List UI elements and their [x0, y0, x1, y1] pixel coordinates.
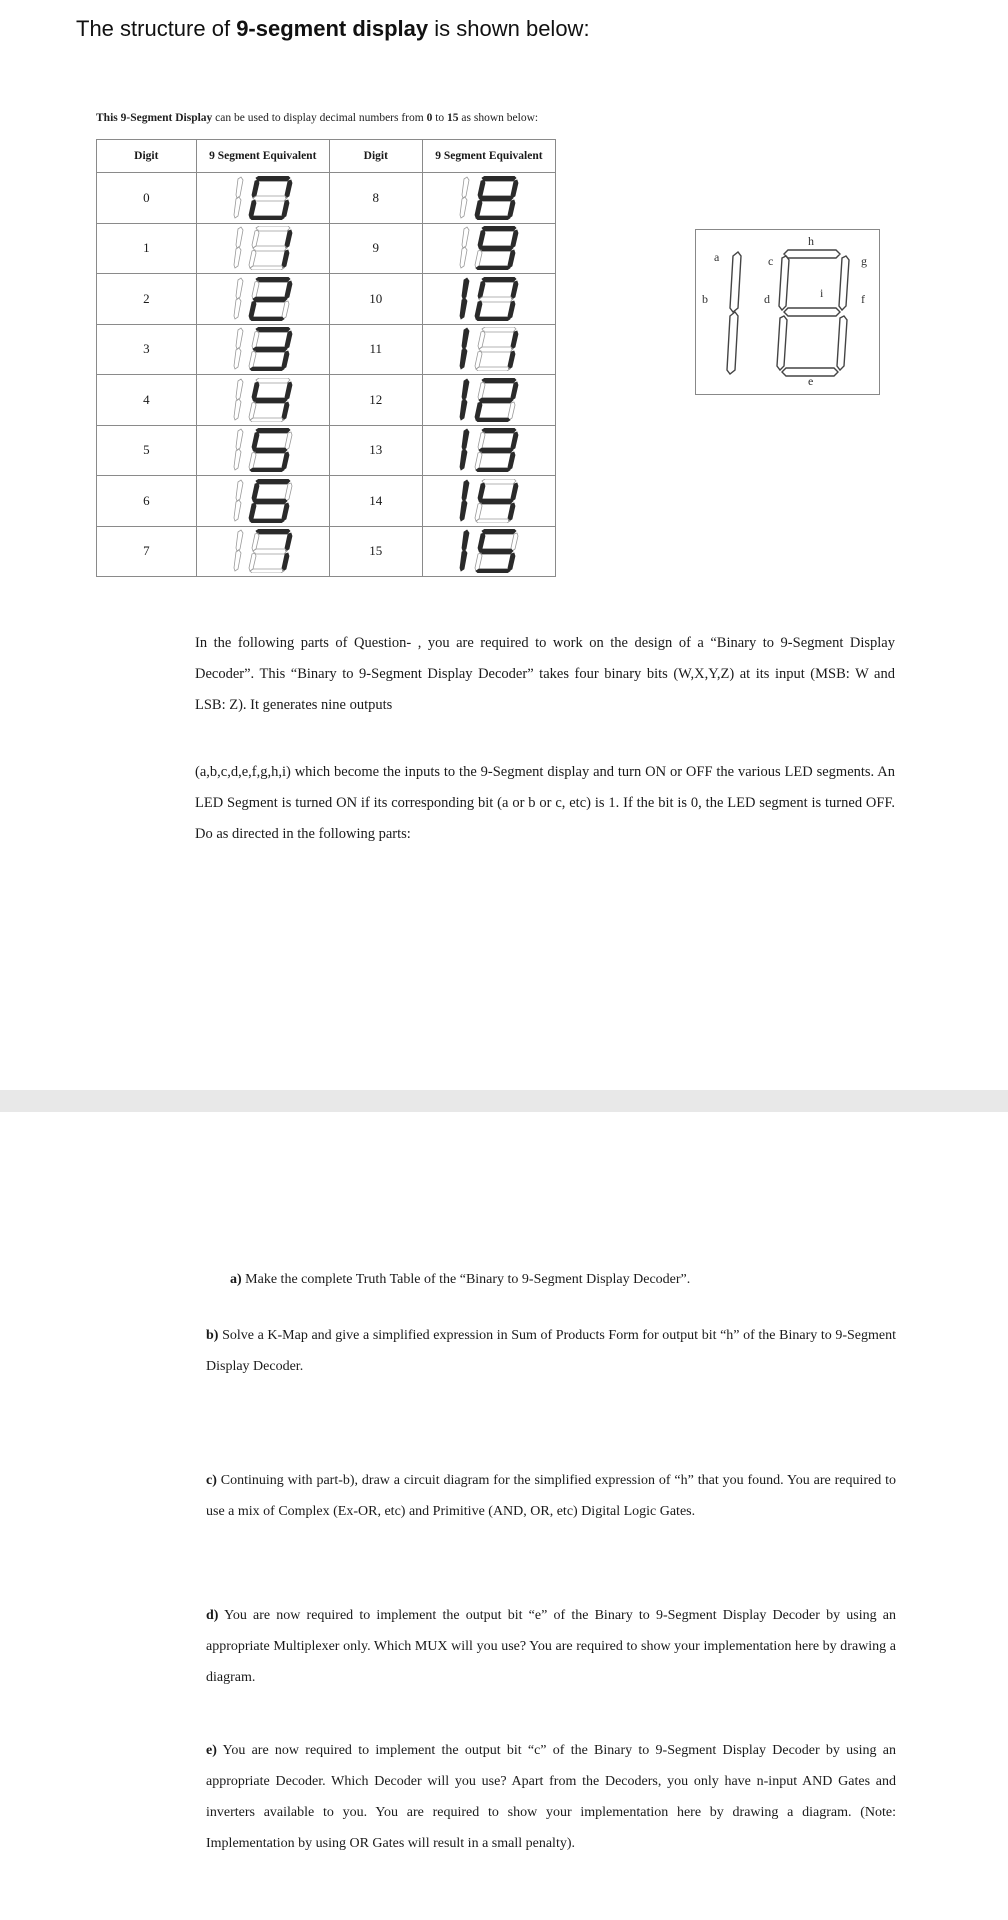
segment-h	[256, 277, 290, 282]
segment-g	[285, 382, 292, 400]
segment-c	[252, 331, 259, 349]
segment-d	[475, 250, 482, 268]
segment-d	[475, 351, 482, 369]
segment-a	[236, 227, 243, 248]
segment-h	[482, 226, 516, 231]
segment-cell	[422, 375, 555, 426]
segment-e	[250, 216, 284, 220]
segment-h	[256, 378, 290, 383]
segment-f	[282, 200, 289, 218]
segment-cell	[196, 223, 329, 274]
header-segment-right: 9 Segment Equivalent	[422, 140, 555, 173]
segment-i	[479, 448, 513, 453]
table-row	[97, 375, 556, 426]
segment-digit-figure	[228, 529, 298, 573]
segment-i	[479, 297, 513, 302]
segment-f	[508, 250, 515, 268]
segment-c	[478, 533, 485, 551]
segment-h	[482, 428, 516, 433]
segment-h	[256, 327, 290, 332]
digit-cell: 7	[97, 526, 197, 577]
segment-d	[249, 200, 256, 218]
segment-g	[511, 382, 518, 400]
segment-b	[234, 399, 241, 420]
segment-g	[511, 281, 518, 299]
header-segment-left: 9 Segment Equivalent	[196, 140, 329, 173]
segment-e	[476, 266, 510, 270]
segment-e	[476, 418, 510, 422]
segment-g	[511, 432, 518, 450]
label-d: d	[764, 292, 770, 306]
segment-digit-figure	[454, 529, 524, 573]
segment-c	[478, 432, 485, 450]
label-a: a	[714, 250, 720, 264]
segment-d	[475, 553, 482, 571]
question-c: c) Continuing with part-b), draw a circuit diagram for the simplified expression of “h” that you found. You are required to use a mix of Complex (Ex-OR, etc) and Primitive (AND, OR, etc) Digital Logic Gates.	[206, 1473, 897, 1519]
segment-d	[249, 402, 256, 420]
segment-d	[249, 503, 256, 521]
segment-b	[460, 348, 467, 369]
segment-digit-figure	[454, 479, 524, 523]
segment-b	[234, 298, 241, 319]
segment-c	[478, 382, 485, 400]
segment-c	[478, 331, 485, 349]
table-row	[97, 274, 556, 325]
segment-e	[250, 468, 284, 472]
digit-cell: 6	[97, 476, 197, 527]
segment-digit-figure	[228, 378, 298, 422]
table-row	[97, 425, 556, 476]
segment-i	[479, 196, 513, 201]
segment-digit-figure	[454, 176, 524, 220]
segment-f	[282, 402, 289, 420]
segment-b	[460, 197, 467, 218]
segment-cell	[196, 274, 329, 325]
segment-f	[282, 351, 289, 369]
label-f: f	[861, 292, 865, 306]
segment-i	[253, 499, 287, 504]
segment-digit-figure	[454, 226, 524, 270]
segment-g	[511, 180, 518, 198]
segment-b	[234, 247, 241, 268]
segment-cell	[422, 274, 555, 325]
table-row	[97, 526, 556, 577]
label-c: c	[768, 254, 774, 268]
digit-cell: 13	[329, 425, 422, 476]
segment-b	[234, 500, 241, 521]
segment-e	[476, 519, 510, 523]
segment-cell	[422, 476, 555, 527]
segment-c	[252, 382, 259, 400]
segment-b	[460, 449, 467, 470]
segment-digit-figure	[228, 226, 298, 270]
segment-i	[479, 347, 513, 352]
segment-f	[508, 553, 515, 571]
segment-cell	[422, 526, 555, 577]
digit-cell: 3	[97, 324, 197, 375]
label-b: b	[702, 292, 708, 306]
segment-e	[476, 367, 510, 371]
segment-f	[282, 503, 289, 521]
table-row	[97, 173, 556, 224]
segment-i	[479, 549, 513, 554]
segment-d	[249, 301, 256, 319]
digit-cell: 10	[329, 274, 422, 325]
segment-a	[236, 429, 243, 450]
segment-cell	[422, 324, 555, 375]
segment-c	[252, 483, 259, 501]
header-digit-right: Digit	[329, 140, 422, 173]
segment-d	[475, 402, 482, 420]
segment-c	[478, 230, 485, 248]
segment-b	[234, 348, 241, 369]
digit-cell: 5	[97, 425, 197, 476]
question-b: b) Solve a K-Map and give a simplified expression in Sum of Products Form for output bit “h” of the Binary to 9-Segment Display Decoder.	[206, 1328, 897, 1374]
digit-cell: 4	[97, 375, 197, 426]
segment-e	[476, 317, 510, 321]
table-row	[97, 223, 556, 274]
segment-f	[508, 452, 515, 470]
segment-a	[462, 379, 469, 400]
segment-g	[511, 483, 518, 501]
segment-g	[285, 180, 292, 198]
segment-c	[478, 180, 485, 198]
segment-digit-figure	[454, 277, 524, 321]
segment-h	[256, 479, 290, 484]
segment-d	[249, 351, 256, 369]
segment-a	[462, 328, 469, 349]
segment-a	[236, 379, 243, 400]
segment-e	[476, 468, 510, 472]
header-digit-left: Digit	[97, 140, 197, 173]
segment-b	[234, 197, 241, 218]
segment-a	[236, 278, 243, 299]
segment-g	[285, 432, 292, 450]
digit-cell: 0	[97, 173, 197, 224]
segment-h	[482, 176, 516, 181]
segment-e	[250, 317, 284, 321]
segment-cell	[196, 324, 329, 375]
segment-a	[462, 227, 469, 248]
segment-digit-figure	[454, 327, 524, 371]
segment-c	[252, 180, 259, 198]
segment-e	[250, 367, 284, 371]
segment-label-diagram	[695, 229, 880, 395]
segment-h	[482, 277, 516, 282]
segment-a	[236, 177, 243, 198]
segment-i	[479, 246, 513, 251]
segment-g	[285, 230, 292, 248]
segment-g	[285, 331, 292, 349]
segment-cell	[196, 476, 329, 527]
segment-c	[252, 281, 259, 299]
segment-h	[482, 327, 516, 332]
segment-a	[462, 429, 469, 450]
question-intro-paragraph-2: (a,b,c,d,e,f,g,h,i) which become the inputs to the 9-Segment display and turn ON or OFF the various LED segments. An LED Segment is turned ON if its corresponding bit (a or b or c, etc) is 1. If the bit is 0, the LED segment is turned OFF. Do as directed in the following parts:	[195, 764, 895, 842]
segment-i	[253, 398, 287, 403]
segment-a	[462, 530, 469, 551]
segment-f	[508, 351, 515, 369]
digit-cell: 14	[329, 476, 422, 527]
digit-cell: 8	[329, 173, 422, 224]
question-e: e) You are now required to implement the output bit “c” of the Binary to 9-Segment Display Decoder by using an appropriate Decoder. Which Decoder will you use? Apart from the Decoders, you only have n-input AND Gates and inverters available to you. You are required to show your implementation here by drawing a diagram. (Note: Implementation by using OR Gates will result in a small penalty).	[206, 1743, 896, 1851]
question-a: a) Make the complete Truth Table of the “Binary to 9-Segment Display Decoder”.	[230, 1272, 691, 1287]
segment-i	[253, 196, 287, 201]
segment-c	[252, 533, 259, 551]
segment-d	[475, 301, 482, 319]
segment-f	[508, 200, 515, 218]
segment-i	[253, 347, 287, 352]
segment-cell	[196, 425, 329, 476]
table-row	[97, 324, 556, 375]
segment-cell	[196, 173, 329, 224]
digit-cell: 9	[329, 223, 422, 274]
segment-table	[96, 139, 556, 577]
segment-i	[479, 499, 513, 504]
label-g: g	[861, 254, 867, 268]
segment-i	[253, 549, 287, 554]
digit-cell: 12	[329, 375, 422, 426]
table-intro: This 9-Segment Display can be used to display decimal numbers from 0 to 15 as shown below:	[96, 112, 539, 124]
segment-cell	[422, 173, 555, 224]
segment-e	[476, 569, 510, 573]
segment-f	[508, 503, 515, 521]
segment-g	[511, 331, 518, 349]
segment-cell	[196, 526, 329, 577]
digit-cell: 11	[329, 324, 422, 375]
segment-h	[482, 529, 516, 534]
segment-a	[462, 480, 469, 501]
segment-a	[236, 328, 243, 349]
segment-f	[282, 553, 289, 571]
segment-f	[282, 250, 289, 268]
segment-digit-figure	[228, 277, 298, 321]
digit-cell: 15	[329, 526, 422, 577]
segment-a	[462, 177, 469, 198]
segment-d	[475, 200, 482, 218]
segment-g	[285, 281, 292, 299]
digit-cell: 2	[97, 274, 197, 325]
segment-a	[236, 480, 243, 501]
segment-digit-figure	[228, 176, 298, 220]
segment-h	[256, 176, 290, 181]
segment-e	[250, 519, 284, 523]
question-d: d) You are now required to implement the output bit “e” of the Binary to 9-Segment Display Decoder by using an appropriate Multiplexer only. Which MUX will you use? You are required to show your implementation here by drawing a diagram.	[206, 1608, 896, 1685]
segment-f	[282, 301, 289, 319]
segment-b	[460, 550, 467, 571]
table-row	[97, 476, 556, 527]
segment-a	[236, 530, 243, 551]
segment-f	[508, 301, 515, 319]
segment-d	[249, 250, 256, 268]
segment-e	[476, 216, 510, 220]
segment-h	[256, 529, 290, 534]
segment-digit-figure	[228, 479, 298, 523]
segment-c	[252, 432, 259, 450]
segment-d	[249, 452, 256, 470]
label-e: e	[808, 374, 814, 388]
segment-d	[475, 452, 482, 470]
segment-d	[249, 553, 256, 571]
label-h: h	[808, 234, 814, 248]
segment-outline-figure	[696, 230, 879, 394]
segment-g	[511, 533, 518, 551]
segment-digit-figure	[228, 327, 298, 371]
segment-h	[256, 226, 290, 231]
segment-f	[282, 452, 289, 470]
segment-b	[460, 247, 467, 268]
segment-c	[478, 483, 485, 501]
segment-h	[256, 428, 290, 433]
segment-c	[252, 230, 259, 248]
segment-digit-figure	[228, 428, 298, 472]
segment-c	[478, 281, 485, 299]
segment-e	[250, 569, 284, 573]
page-divider	[0, 1090, 1008, 1112]
segment-f	[508, 402, 515, 420]
segment-b	[234, 449, 241, 470]
segment-a	[462, 278, 469, 299]
segment-digit-figure	[454, 378, 524, 422]
segment-b	[234, 550, 241, 571]
segment-h	[482, 378, 516, 383]
segment-b	[460, 500, 467, 521]
segment-b	[460, 298, 467, 319]
segment-e	[250, 418, 284, 422]
segment-g	[285, 533, 292, 551]
label-i: i	[820, 286, 824, 300]
segment-cell	[422, 425, 555, 476]
segment-d	[475, 503, 482, 521]
segment-i	[253, 448, 287, 453]
segment-b	[460, 399, 467, 420]
digit-cell: 1	[97, 223, 197, 274]
segment-digit-figure	[454, 428, 524, 472]
segment-g	[285, 483, 292, 501]
segment-i	[479, 398, 513, 403]
segment-e	[250, 266, 284, 270]
segment-i	[253, 297, 287, 302]
segment-i	[253, 246, 287, 251]
segment-g	[511, 230, 518, 248]
segment-cell	[422, 223, 555, 274]
page-heading: The structure of 9-segment display is shown below:	[76, 16, 590, 41]
segment-cell	[196, 375, 329, 426]
segment-h	[482, 479, 516, 484]
question-intro-paragraph: In the following parts of Question- , you are required to work on the design of a “Binary to 9-Segment Display Decoder”. This “Binary to 9-Segment Display Decoder” takes four binary bits (W,X,Y,Z) at its input (MSB: W and LSB: Z). It generates nine outputs	[195, 635, 895, 713]
